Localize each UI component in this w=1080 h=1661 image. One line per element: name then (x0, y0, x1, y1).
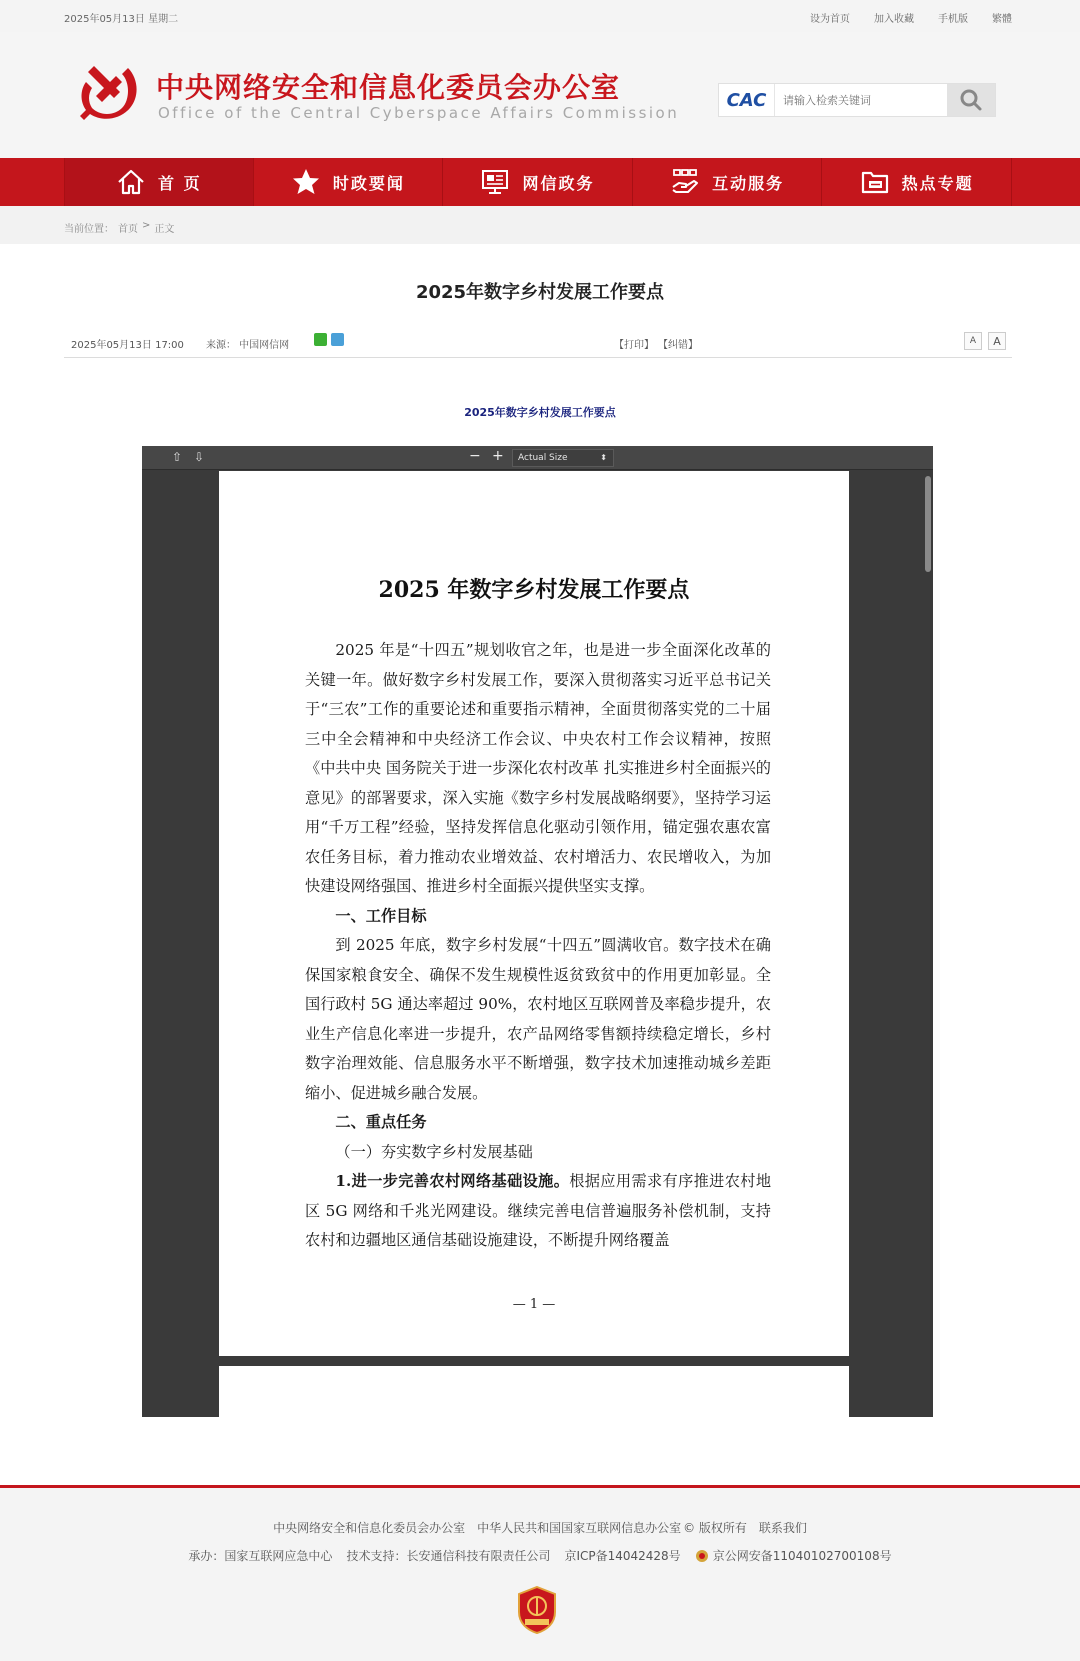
pdf-viewer (142, 446, 933, 1417)
zoom-level: Actual Size (518, 453, 568, 463)
pdf-page-title: 2025 年数字乡村发展工作要点 (378, 577, 690, 603)
arrow-up-icon[interactable]: ⇧ (172, 450, 183, 464)
police-record-text: 京公网安备11040102700108号 (712, 1549, 892, 1563)
paragraph: 2025 年是“十四五”规划收官之年，也是进一步全面深化改革的关键一年。做好数字乡村发展工作，要深入贯彻落实习近平总书记关于“三农”工作的重要论述和重要指示精神，全面贯彻落实党的二十届三中全会精神和中央经济工作会议、中央农村工作会议精神，按照《中共中央 国务院关于进一步深化农村改革 扎实推进乡村全面振兴的意见》的部署要求，深入实施《数字乡村发展战略纲要》，坚持学习运用“千万工程”经验，坚持发挥信息化驱动引领作用，锚定强农惠农富农任务目标，着力推动农业增效益、农村增活力、农民增收入，为加快建设网络强国、推进乡村全面振兴提供坚实支撑。 (305, 641, 771, 895)
search-input[interactable] (775, 84, 947, 116)
nav-item-label: 时政要闻 (332, 173, 405, 193)
hand-icon (670, 167, 700, 197)
zoom-select[interactable] (512, 449, 614, 467)
nav-item-label: 首 页 (158, 173, 202, 193)
nav-item-home[interactable] (64, 158, 254, 206)
footer-copyright: © 版权所有 (683, 1521, 747, 1535)
site-title-en: Office of the Central Cyberspace Affairs Commission (158, 104, 680, 122)
section-heading: 一、工作目标 (335, 906, 427, 925)
article-title: 2025年数字乡村发展工作要点 (415, 282, 665, 303)
cac-logo: CAC (719, 84, 775, 116)
print-link[interactable]: 【打印】 (614, 340, 654, 351)
footer-org2: 中华人民共和国国家互联网信息办公室 (477, 1521, 682, 1535)
nav-item-topics[interactable] (822, 158, 1012, 206)
top-links (810, 10, 1012, 25)
party-emblem-icon (76, 60, 142, 126)
search-button[interactable] (947, 84, 995, 116)
site-footer (0, 1488, 1080, 1661)
site-header (0, 32, 1080, 158)
current-date: 2025年05月13日 星期二 (64, 14, 179, 25)
breadcrumb-home-link[interactable]: 首页 (118, 224, 138, 235)
nav-item-services[interactable] (633, 158, 823, 206)
footer-host: 承办：国家互联网应急中心 (188, 1549, 333, 1563)
icp-link[interactable]: 京ICP备14042428号 (564, 1549, 681, 1563)
traditional-chinese-link[interactable]: 繁體 (992, 14, 1012, 25)
footer-tech: 技术支持：长安通信科技有限责任公司 (346, 1549, 551, 1563)
breadcrumb (0, 206, 1080, 244)
subsection-heading: （一）夯实数字乡村发展基础 (335, 1142, 533, 1161)
star-icon (291, 167, 321, 197)
nav-item-label: 网信政务 (522, 173, 595, 193)
mobile-version-link[interactable]: 手机版 (938, 14, 968, 25)
wechat-share-icon[interactable] (314, 333, 327, 346)
police-badge-icon (695, 1549, 709, 1563)
article-source: 来源： 中国网信网 (206, 340, 290, 351)
nav-item-affairs[interactable] (443, 158, 633, 206)
share-buttons (314, 333, 344, 346)
monitor-icon (480, 167, 510, 197)
weibo-share-icon[interactable] (331, 333, 344, 346)
contact-us-link[interactable]: 联系我们 (758, 1521, 807, 1535)
font-larger-button[interactable]: A (988, 332, 1006, 350)
chevron-updown-icon: ⬍ (600, 453, 607, 462)
zoom-in-button[interactable]: + (492, 448, 504, 464)
folder-icon (860, 167, 890, 197)
font-smaller-button[interactable]: A (964, 332, 982, 350)
zoom-out-button[interactable]: − (469, 448, 481, 464)
breadcrumb-current: 正文 (154, 224, 175, 235)
section-heading: 二、重点任务 (335, 1113, 427, 1131)
pdf-next-page (219, 1366, 849, 1417)
party-government-badge-icon[interactable] (517, 1586, 557, 1634)
page-number: — 1 — (512, 1297, 556, 1312)
paragraph-text: 根据应用需求有序推进农村地区 5G 网络和千兆光网建设。继续完善电信普遍服务补偿机制，支持农村和边疆地区通信基础设施建设，不断提升网络覆盖 (305, 1172, 772, 1249)
add-favorite-link[interactable]: 加入收藏 (874, 14, 914, 25)
search-box (718, 83, 996, 117)
nav-item-label: 热点专题 (901, 173, 974, 193)
paragraph: 到 2025 年底，数字乡村发展“十四五”圆满收官。数字技术在确保国家粮食安全、确保不发生规模性返贫致贫中的作用更加彰显。全国行政村 5G 通达率超过 90%，农村地区互联网普及率稳步提升，农业生产信息化率进一步提升，农产品网络零售额持续稳定增长，乡村数字治理效能、信息服务水平不断增强，数字技术加速推动城乡差距缩小、促进城乡融合发展。 (305, 936, 771, 1102)
font-size-controls (964, 332, 1006, 350)
search-icon (959, 88, 983, 112)
home-icon (116, 167, 146, 197)
correction-link[interactable]: 【纠错】 (658, 340, 698, 351)
article-subtitle: 2025年数字乡村发展工作要点 (464, 406, 616, 419)
set-homepage-link[interactable]: 设为首页 (810, 14, 850, 25)
paragraph (305, 1167, 771, 1256)
pdf-page (219, 471, 849, 1356)
nav-item-news[interactable] (254, 158, 444, 206)
pdf-page-body (305, 636, 771, 1256)
nav-item-label: 互动服务 (712, 173, 785, 193)
footer-org: 中央网络安全和信息化委员会办公室 (273, 1521, 466, 1535)
pdf-scrollbar[interactable] (925, 476, 931, 572)
paragraph-lead: 1.进一步完善农村网络基础设施。 (335, 1172, 570, 1190)
top-bar (0, 0, 1080, 32)
article-meta (64, 328, 1012, 358)
main-nav (0, 158, 1080, 206)
breadcrumb-separator: > (142, 220, 151, 231)
breadcrumb-prefix: 当前位置： (64, 224, 114, 235)
police-record[interactable] (695, 1547, 892, 1564)
pdf-toolbar (142, 446, 933, 470)
arrow-down-icon[interactable]: ⇩ (194, 450, 205, 464)
site-title-cn: 中央网络安全和信息化委员会办公室 (156, 71, 621, 104)
publish-time: 2025年05月13日 17:00 (71, 340, 184, 351)
